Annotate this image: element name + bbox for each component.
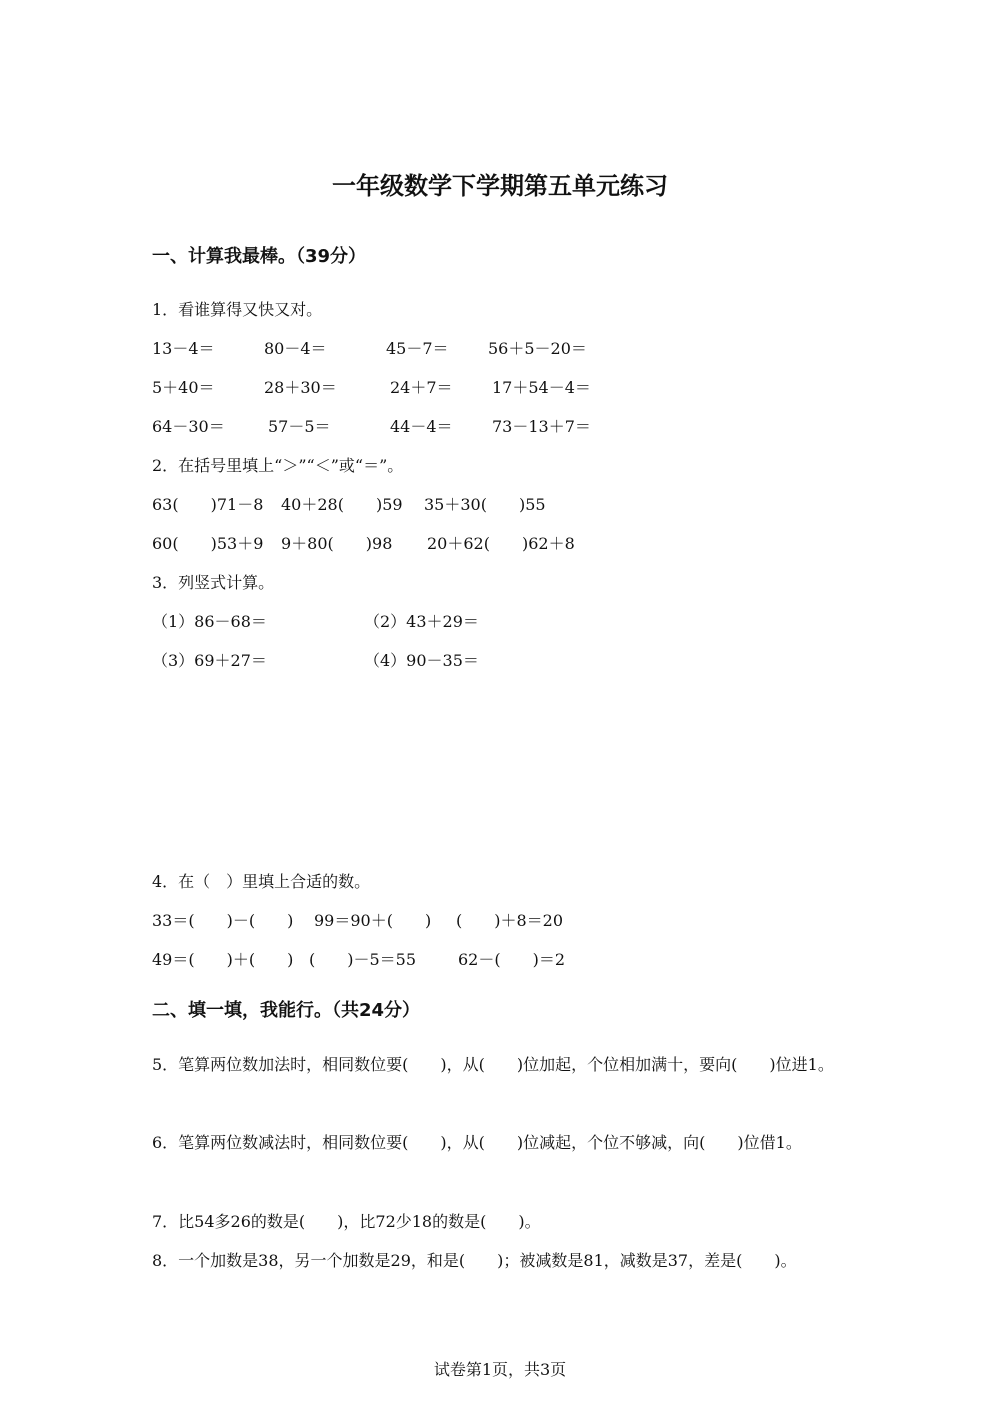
section-2-heading: 二、填一填，我能行。（共24分） [152, 1000, 421, 1021]
page-title: 一年级数学下学期第五单元练习 [332, 172, 668, 200]
q2-item: 63( )71－8 [152, 495, 264, 514]
question-2-label: 2．在括号里填上“＞”“＜”或“＝”。 [152, 456, 404, 475]
q2-item: 60( )53＋9 [152, 534, 264, 553]
question-6: 6．笔算两位数减法时，相同数位要( )，从( )位减起，个位不够减，向( )位借1。 [152, 1133, 802, 1152]
q4-item: 99＝90＋( ) [314, 911, 432, 930]
question-3-label: 3．列竖式计算。 [152, 573, 275, 592]
q4-item: ( )－5＝55 [309, 950, 417, 969]
q1-item: 17＋54－4＝ [492, 378, 591, 397]
q1-item: 13－4＝ [152, 339, 215, 358]
q4-item: 33＝( )－( ) [152, 911, 294, 930]
q1-item: 24＋7＝ [390, 378, 453, 397]
q1-item: 44－4＝ [390, 417, 453, 436]
q4-item: 62－( )＝2 [458, 950, 566, 969]
q3-item: （3）69＋27＝ [152, 651, 267, 670]
section-1-heading: 一、计算我最棒。（39分） [152, 246, 367, 267]
q2-item: 9＋80( )98 [281, 534, 393, 553]
question-8: 8．一个加数是38，另一个加数是29，和是( )；被减数是81，减数是37，差是( )。 [152, 1251, 797, 1270]
question-7: 7．比54多26的数是( )，比72少18的数是( )。 [152, 1212, 541, 1231]
q1-item: 57－5＝ [268, 417, 331, 436]
q3-item: （2）43＋29＝ [364, 612, 479, 631]
question-1-label: 1．看谁算得又快又对。 [152, 300, 323, 319]
q1-item: 73－13＋7＝ [492, 417, 591, 436]
q2-item: 35＋30( )55 [424, 495, 546, 514]
q4-item: 49＝( )＋( ) [152, 950, 294, 969]
q3-item: （4）90－35＝ [364, 651, 479, 670]
q2-item: 20＋62( )62＋8 [427, 534, 575, 553]
q3-item: （1）86－68＝ [152, 612, 267, 631]
q1-item: 56＋5－20＝ [488, 339, 587, 358]
question-4-label: 4．在（ ）里填上合适的数。 [152, 872, 371, 891]
question-5: 5．笔算两位数加法时，相同数位要( )，从( )位加起，个位相加满十，要向( )位进1。 [152, 1055, 834, 1074]
q1-item: 45－7＝ [386, 339, 449, 358]
q1-item: 64－30＝ [152, 417, 225, 436]
q1-item: 5＋40＝ [152, 378, 215, 397]
q4-item: ( )＋8＝20 [456, 911, 564, 930]
q1-item: 28＋30＝ [264, 378, 337, 397]
q2-item: 40＋28( )59 [281, 495, 403, 514]
page-footer: 试卷第1页，共3页 [433, 1360, 567, 1379]
q1-item: 80－4＝ [264, 339, 327, 358]
